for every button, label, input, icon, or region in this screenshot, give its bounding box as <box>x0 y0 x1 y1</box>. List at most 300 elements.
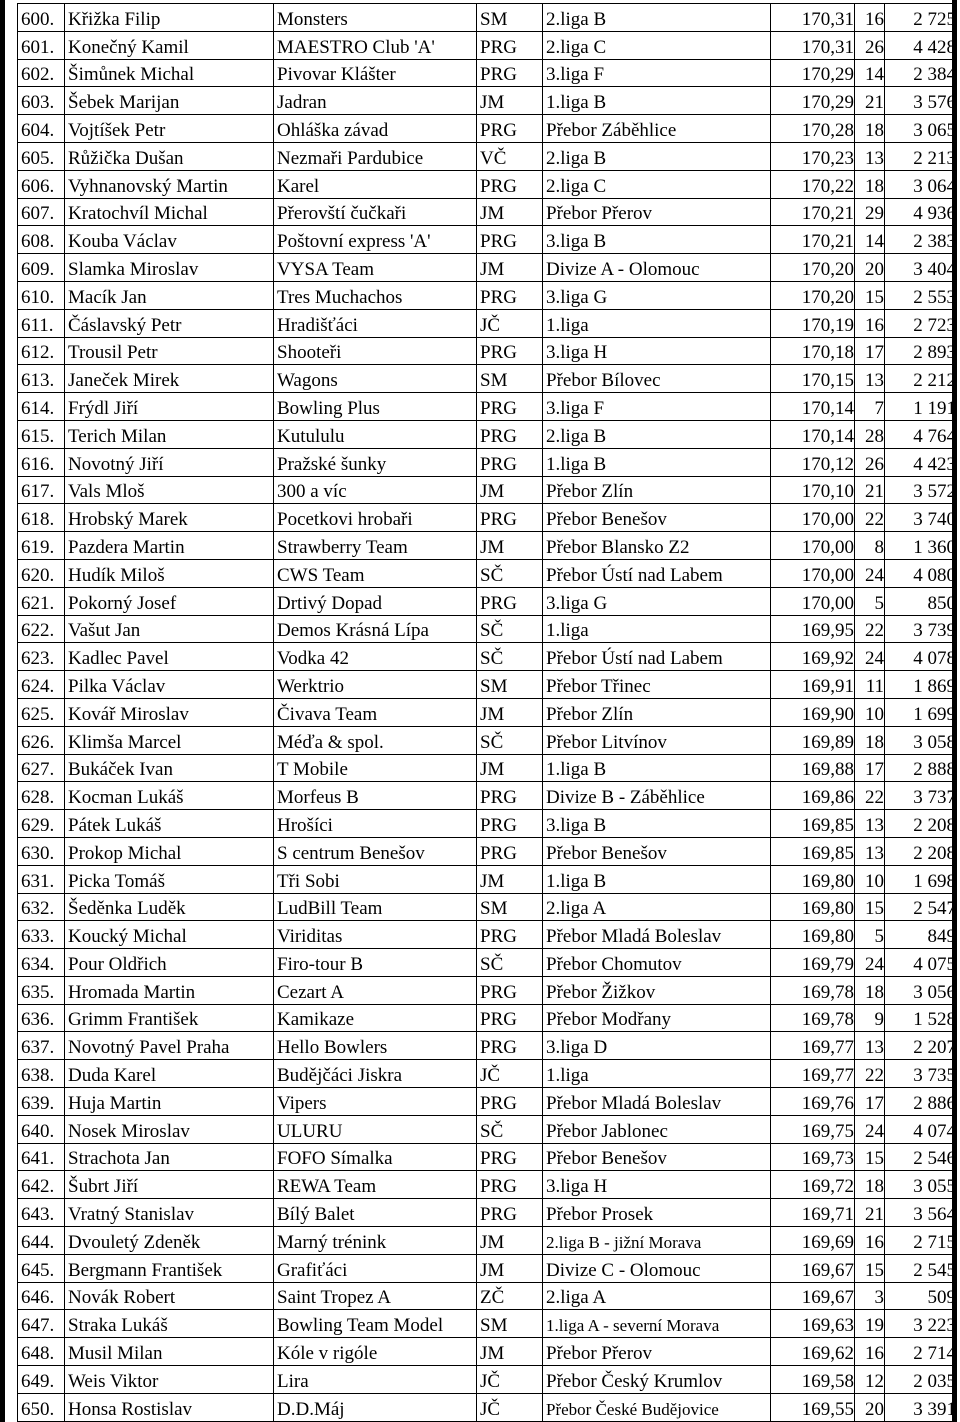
player-rank: 605. <box>18 142 65 170</box>
games-count: 17 <box>855 1088 885 1116</box>
total-pins: 3 564 <box>885 1199 957 1227</box>
region-code: PRG <box>477 337 543 365</box>
region-code: JČ <box>477 309 543 337</box>
games-count: 16 <box>855 309 885 337</box>
team-name: MAESTRO Club 'A' <box>274 31 477 59</box>
total-pins: 2 035 <box>885 1366 957 1394</box>
average-score: 169,80 <box>771 865 855 893</box>
table-row <box>18 504 957 532</box>
games-count: 21 <box>855 476 885 504</box>
games-count: 24 <box>855 559 885 587</box>
team-name: Méďa & spol. <box>274 726 477 754</box>
total-pins: 3 404 <box>885 254 957 282</box>
player-name: Nosek Miroslav <box>65 1115 274 1143</box>
region-code: SČ <box>477 726 543 754</box>
region-code: SM <box>477 365 543 393</box>
league-name: Přebor Třinec <box>543 671 771 699</box>
results-table <box>17 3 957 1422</box>
team-name: REWA Team <box>274 1171 477 1199</box>
player-rank: 617. <box>18 476 65 504</box>
player-rank: 639. <box>18 1088 65 1116</box>
league-name: 1.liga B <box>543 87 771 115</box>
player-rank: 648. <box>18 1338 65 1366</box>
games-count: 24 <box>855 643 885 671</box>
team-name: Drtivý Dopad <box>274 587 477 615</box>
region-code: PRG <box>477 1171 543 1199</box>
player-rank: 604. <box>18 115 65 143</box>
games-count: 18 <box>855 1171 885 1199</box>
total-pins: 2 546 <box>885 1143 957 1171</box>
average-score: 169,71 <box>771 1199 855 1227</box>
league-name: Přebor Modřany <box>543 1004 771 1032</box>
player-name: Růžička Dušan <box>65 142 274 170</box>
league-name: 3.liga D <box>543 1032 771 1060</box>
table-row <box>18 448 957 476</box>
table-row <box>18 115 957 143</box>
team-name: Pocetkovi hrobaři <box>274 504 477 532</box>
table-row <box>18 865 957 893</box>
player-name: Janeček Mirek <box>65 365 274 393</box>
player-rank: 640. <box>18 1115 65 1143</box>
average-score: 169,73 <box>771 1143 855 1171</box>
player-rank: 641. <box>18 1143 65 1171</box>
league-name: 1.liga <box>543 309 771 337</box>
average-score: 169,80 <box>771 921 855 949</box>
player-rank: 609. <box>18 254 65 282</box>
games-count: 24 <box>855 949 885 977</box>
player-rank: 614. <box>18 393 65 421</box>
total-pins: 2 207 <box>885 1032 957 1060</box>
total-pins: 3 739 <box>885 615 957 643</box>
team-name: Budějčáci Jiskra <box>274 1060 477 1088</box>
table-row <box>18 754 957 782</box>
player-name: Pour Oldřich <box>65 949 274 977</box>
player-rank: 618. <box>18 504 65 532</box>
total-pins: 4 078 <box>885 643 957 671</box>
games-count: 13 <box>855 837 885 865</box>
total-pins: 1 699 <box>885 698 957 726</box>
player-name: Vojtíšek Petr <box>65 115 274 143</box>
table-row <box>18 837 957 865</box>
table-row <box>18 1171 957 1199</box>
games-count: 22 <box>855 615 885 643</box>
average-score: 170,15 <box>771 365 855 393</box>
team-name: CWS Team <box>274 559 477 587</box>
league-name: 3.liga H <box>543 1171 771 1199</box>
games-count: 26 <box>855 448 885 476</box>
total-pins: 4 075 <box>885 949 957 977</box>
player-name: Slamka Miroslav <box>65 254 274 282</box>
player-name: Hrobský Marek <box>65 504 274 532</box>
player-name: Bukáček Ivan <box>65 754 274 782</box>
average-score: 169,63 <box>771 1310 855 1338</box>
player-name: Kadlec Pavel <box>65 643 274 671</box>
team-name: Vipers <box>274 1088 477 1116</box>
league-name: 2.liga B <box>543 420 771 448</box>
player-rank: 647. <box>18 1310 65 1338</box>
games-count: 13 <box>855 810 885 838</box>
total-pins: 3 065 <box>885 115 957 143</box>
region-code: PRG <box>477 1032 543 1060</box>
average-score: 170,21 <box>771 198 855 226</box>
table-row <box>18 31 957 59</box>
average-score: 170,10 <box>771 476 855 504</box>
team-name: Bowling Plus <box>274 393 477 421</box>
games-count: 13 <box>855 365 885 393</box>
games-count: 15 <box>855 1143 885 1171</box>
total-pins: 849 <box>885 921 957 949</box>
league-name: 3.liga G <box>543 587 771 615</box>
player-name: Picka Tomáš <box>65 865 274 893</box>
player-rank: 650. <box>18 1393 65 1421</box>
player-name: Šimůnek Michal <box>65 59 274 87</box>
team-name: Čivava Team <box>274 698 477 726</box>
player-name: Klimša Marcel <box>65 726 274 754</box>
games-count: 18 <box>855 115 885 143</box>
player-name: Kratochvíl Michal <box>65 198 274 226</box>
player-rank: 607. <box>18 198 65 226</box>
games-count: 15 <box>855 1254 885 1282</box>
table-row <box>18 921 957 949</box>
table-row <box>18 309 957 337</box>
total-pins: 1 528 <box>885 1004 957 1032</box>
player-rank: 645. <box>18 1254 65 1282</box>
table-row <box>18 254 957 282</box>
total-pins: 2 725 <box>885 4 957 32</box>
region-code: SM <box>477 671 543 699</box>
player-rank: 615. <box>18 420 65 448</box>
team-name: VYSA Team <box>274 254 477 282</box>
player-name: Frýdl Jiří <box>65 393 274 421</box>
player-rank: 636. <box>18 1004 65 1032</box>
table-row <box>18 671 957 699</box>
average-score: 169,72 <box>771 1171 855 1199</box>
games-count: 16 <box>855 4 885 32</box>
region-code: PRG <box>477 393 543 421</box>
region-code: PRG <box>477 504 543 532</box>
team-name: Tres Muchachos <box>274 281 477 309</box>
team-name: Ohláška závad <box>274 115 477 143</box>
average-score: 169,58 <box>771 1366 855 1394</box>
team-name: Kóle v rigóle <box>274 1338 477 1366</box>
player-rank: 642. <box>18 1171 65 1199</box>
player-rank: 649. <box>18 1366 65 1394</box>
player-name: Vašut Jan <box>65 615 274 643</box>
average-score: 169,67 <box>771 1254 855 1282</box>
team-name: Kutululu <box>274 420 477 448</box>
player-rank: 624. <box>18 671 65 699</box>
player-name: Šubrt Jiří <box>65 1171 274 1199</box>
table-row <box>18 726 957 754</box>
player-name: Macík Jan <box>65 281 274 309</box>
league-name: Přebor Blansko Z2 <box>543 532 771 560</box>
player-name: Vyhnanovský Martin <box>65 170 274 198</box>
total-pins: 1 191 <box>885 393 957 421</box>
average-score: 170,00 <box>771 532 855 560</box>
region-code: PRG <box>477 587 543 615</box>
total-pins: 1 869 <box>885 671 957 699</box>
region-code: PRG <box>477 837 543 865</box>
total-pins: 2 547 <box>885 893 957 921</box>
player-rank: 633. <box>18 921 65 949</box>
player-name: Novotný Jiří <box>65 448 274 476</box>
region-code: JM <box>477 476 543 504</box>
league-name: Přebor Litvínov <box>543 726 771 754</box>
team-name: Poštovní express 'A' <box>274 226 477 254</box>
table-row <box>18 393 957 421</box>
player-rank: 619. <box>18 532 65 560</box>
player-name: Hromada Martin <box>65 976 274 1004</box>
total-pins: 4 764 <box>885 420 957 448</box>
league-name: Přebor Ústí nad Labem <box>543 643 771 671</box>
team-name: FOFO Símalka <box>274 1143 477 1171</box>
player-name: Novák Robert <box>65 1282 274 1310</box>
league-name: Přebor Zlín <box>543 476 771 504</box>
table-row <box>18 1004 957 1032</box>
region-code: PRG <box>477 921 543 949</box>
total-pins: 2 553 <box>885 281 957 309</box>
region-code: PRG <box>477 1088 543 1116</box>
player-name: Kouba Václav <box>65 226 274 254</box>
average-score: 170,29 <box>771 59 855 87</box>
total-pins: 2 714 <box>885 1338 957 1366</box>
table-row <box>18 337 957 365</box>
table-row <box>18 976 957 1004</box>
player-rank: 606. <box>18 170 65 198</box>
player-rank: 612. <box>18 337 65 365</box>
average-score: 170,00 <box>771 587 855 615</box>
total-pins: 4 080 <box>885 559 957 587</box>
region-code: JM <box>477 532 543 560</box>
games-count: 20 <box>855 254 885 282</box>
games-count: 10 <box>855 698 885 726</box>
average-score: 170,31 <box>771 4 855 32</box>
total-pins: 2 208 <box>885 837 957 865</box>
player-name: Strachota Jan <box>65 1143 274 1171</box>
games-count: 15 <box>855 893 885 921</box>
player-name: Prokop Michal <box>65 837 274 865</box>
games-count: 12 <box>855 1366 885 1394</box>
team-name: Bowling Team Model <box>274 1310 477 1338</box>
player-rank: 644. <box>18 1227 65 1255</box>
region-code: SM <box>477 1310 543 1338</box>
region-code: PRG <box>477 976 543 1004</box>
team-name: Shooteři <box>274 337 477 365</box>
league-name: 2.liga B <box>543 4 771 32</box>
total-pins: 4 423 <box>885 448 957 476</box>
table-row <box>18 281 957 309</box>
player-rank: 611. <box>18 309 65 337</box>
player-rank: 616. <box>18 448 65 476</box>
player-name: Duda Karel <box>65 1060 274 1088</box>
average-score: 170,14 <box>771 393 855 421</box>
total-pins: 2 888 <box>885 754 957 782</box>
table-row <box>18 532 957 560</box>
league-name: 1.liga B <box>543 865 771 893</box>
player-name: Dvouletý Zdeněk <box>65 1227 274 1255</box>
player-rank: 628. <box>18 782 65 810</box>
player-rank: 608. <box>18 226 65 254</box>
results-table-body <box>18 4 957 1422</box>
league-name: 2.liga B - jižní Morava <box>543 1227 771 1255</box>
team-name: Saint Tropez A <box>274 1282 477 1310</box>
league-name: Přebor Prosek <box>543 1199 771 1227</box>
player-name: Hudík Miloš <box>65 559 274 587</box>
table-row <box>18 810 957 838</box>
player-rank: 620. <box>18 559 65 587</box>
total-pins: 3 737 <box>885 782 957 810</box>
team-name: Jadran <box>274 87 477 115</box>
player-name: Huja Martin <box>65 1088 274 1116</box>
league-name: Divize C - Olomouc <box>543 1254 771 1282</box>
league-name: 2.liga C <box>543 170 771 198</box>
league-name: Divize A - Olomouc <box>543 254 771 282</box>
player-rank: 621. <box>18 587 65 615</box>
league-name: 1.liga B <box>543 448 771 476</box>
total-pins: 2 384 <box>885 59 957 87</box>
player-name: Kocman Lukáš <box>65 782 274 810</box>
average-score: 170,31 <box>771 31 855 59</box>
region-code: PRG <box>477 1143 543 1171</box>
average-score: 169,77 <box>771 1032 855 1060</box>
table-row <box>18 559 957 587</box>
region-code: SM <box>477 4 543 32</box>
team-name: Bílý Balet <box>274 1199 477 1227</box>
games-count: 24 <box>855 1115 885 1143</box>
player-name: Honsa Rostislav <box>65 1393 274 1421</box>
team-name: Hrošíci <box>274 810 477 838</box>
team-name: Tři Sobi <box>274 865 477 893</box>
average-score: 169,85 <box>771 837 855 865</box>
region-code: SČ <box>477 615 543 643</box>
region-code: JM <box>477 1227 543 1255</box>
games-count: 18 <box>855 726 885 754</box>
total-pins: 4 074 <box>885 1115 957 1143</box>
player-name: Musil Milan <box>65 1338 274 1366</box>
games-count: 17 <box>855 337 885 365</box>
team-name: Wagons <box>274 365 477 393</box>
average-score: 169,77 <box>771 1060 855 1088</box>
player-name: Weis Viktor <box>65 1366 274 1394</box>
region-code: JČ <box>477 1366 543 1394</box>
league-name: 2.liga B <box>543 142 771 170</box>
average-score: 170,22 <box>771 170 855 198</box>
player-name: Koucký Michal <box>65 921 274 949</box>
average-score: 169,78 <box>771 976 855 1004</box>
player-rank: 625. <box>18 698 65 726</box>
table-row <box>18 170 957 198</box>
games-count: 20 <box>855 1393 885 1421</box>
average-score: 170,20 <box>771 281 855 309</box>
average-score: 169,75 <box>771 1115 855 1143</box>
league-name: Přebor Benešov <box>543 837 771 865</box>
total-pins: 3 572 <box>885 476 957 504</box>
league-name: Přebor Mladá Boleslav <box>543 1088 771 1116</box>
region-code: PRG <box>477 420 543 448</box>
average-score: 170,12 <box>771 448 855 476</box>
player-rank: 631. <box>18 865 65 893</box>
team-name: LudBill Team <box>274 893 477 921</box>
average-score: 169,85 <box>771 810 855 838</box>
games-count: 28 <box>855 420 885 448</box>
region-code: PRG <box>477 226 543 254</box>
team-name: Viriditas <box>274 921 477 949</box>
total-pins: 2 715 <box>885 1227 957 1255</box>
league-name: 1.liga B <box>543 754 771 782</box>
games-count: 13 <box>855 142 885 170</box>
region-code: JM <box>477 87 543 115</box>
average-score: 170,19 <box>771 309 855 337</box>
player-rank: 632. <box>18 893 65 921</box>
total-pins: 509 <box>885 1282 957 1310</box>
games-count: 18 <box>855 170 885 198</box>
league-name: 2.liga C <box>543 31 771 59</box>
league-name: 3.liga F <box>543 393 771 421</box>
region-code: PRG <box>477 31 543 59</box>
player-name: Pátek Lukáš <box>65 810 274 838</box>
team-name: 300 a víc <box>274 476 477 504</box>
average-score: 169,89 <box>771 726 855 754</box>
total-pins: 2 212 <box>885 365 957 393</box>
average-score: 169,55 <box>771 1393 855 1421</box>
player-name: Pokorný Josef <box>65 587 274 615</box>
region-code: PRG <box>477 810 543 838</box>
games-count: 26 <box>855 31 885 59</box>
average-score: 169,62 <box>771 1338 855 1366</box>
player-name: Trousil Petr <box>65 337 274 365</box>
region-code: SČ <box>477 559 543 587</box>
average-score: 169,90 <box>771 698 855 726</box>
average-score: 169,91 <box>771 671 855 699</box>
total-pins: 3 740 <box>885 504 957 532</box>
games-count: 9 <box>855 1004 885 1032</box>
team-name: Přerovští čučkaři <box>274 198 477 226</box>
player-name: Vals Mloš <box>65 476 274 504</box>
region-code: PRG <box>477 1199 543 1227</box>
team-name: Hradišťáci <box>274 309 477 337</box>
total-pins: 2 893 <box>885 337 957 365</box>
league-name: Přebor Chomutov <box>543 949 771 977</box>
table-row <box>18 1060 957 1088</box>
region-code: PRG <box>477 281 543 309</box>
table-row <box>18 420 957 448</box>
total-pins: 1 698 <box>885 865 957 893</box>
games-count: 16 <box>855 1227 885 1255</box>
league-name: Přebor Ústí nad Labem <box>543 559 771 587</box>
table-row <box>18 1254 957 1282</box>
total-pins: 2 208 <box>885 810 957 838</box>
average-score: 169,79 <box>771 949 855 977</box>
league-name: Přebor Záběhlice <box>543 115 771 143</box>
table-row <box>18 1393 957 1421</box>
player-name: Čáslavský Petr <box>65 309 274 337</box>
player-rank: 638. <box>18 1060 65 1088</box>
average-score: 169,80 <box>771 893 855 921</box>
average-score: 170,14 <box>771 420 855 448</box>
table-row <box>18 1088 957 1116</box>
league-name: Přebor Jablonec <box>543 1115 771 1143</box>
average-score: 169,86 <box>771 782 855 810</box>
average-score: 170,00 <box>771 559 855 587</box>
player-name: Šeděnka Luděk <box>65 893 274 921</box>
average-score: 169,95 <box>771 615 855 643</box>
table-row <box>18 1366 957 1394</box>
average-score: 170,20 <box>771 254 855 282</box>
team-name: Cezart A <box>274 976 477 1004</box>
team-name: T Mobile <box>274 754 477 782</box>
team-name: Marný trénink <box>274 1227 477 1255</box>
player-rank: 610. <box>18 281 65 309</box>
